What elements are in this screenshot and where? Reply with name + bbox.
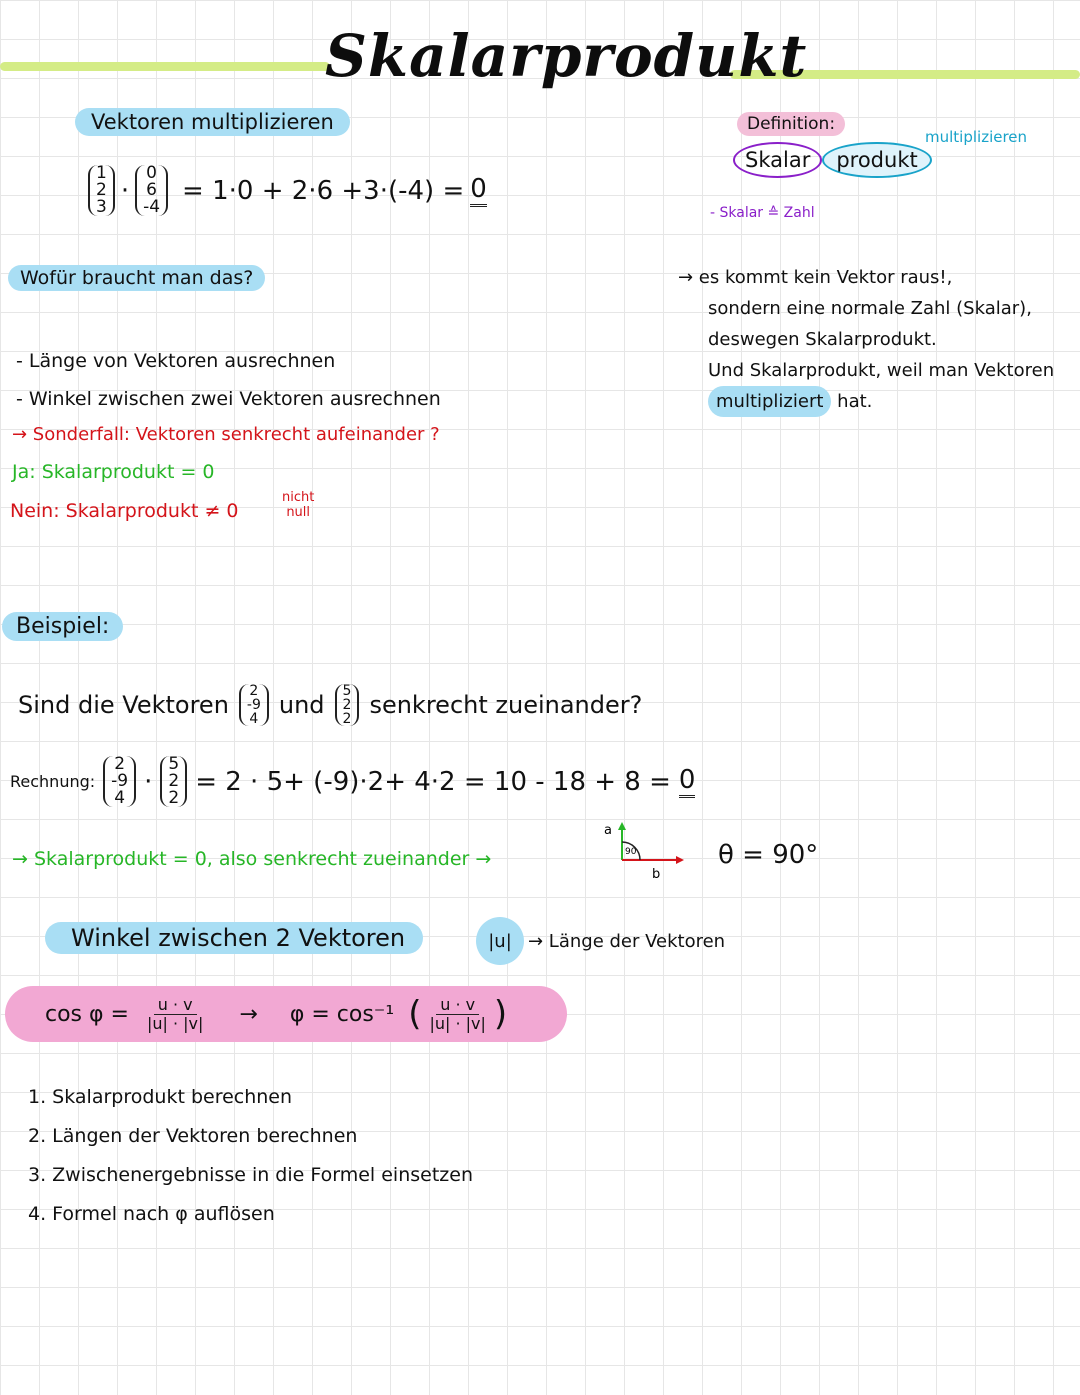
step-3: 3. Zwischenergebnisse in die Formel einsetzen (28, 1164, 473, 1186)
definition-note-end: hat. (837, 391, 873, 412)
angle-value: θ = 90° (718, 840, 819, 870)
example-heading: Beispiel: (2, 612, 123, 641)
step-2: 2. Längen der Vektoren berechnen (28, 1125, 358, 1147)
question-vector-1: 2 -9 4 (239, 684, 269, 726)
example-conclusion: → Skalarprodukt = 0, also senkrecht zueinander → (12, 848, 492, 870)
example-question: Sind die Vektoren 2 -9 4 und 5 2 2 senkrecht zueinander? (18, 683, 643, 727)
example-calculation: Rechnung: 2 -9 4 · 5 2 2 = 2 · 5+ (-9)·2+ 4·2 = 10 - 18 + 8 = 0 (10, 754, 696, 808)
formula-lhs: cos φ = (45, 1001, 129, 1027)
vector-1: 1 2 3 (88, 165, 115, 216)
multiply-result: 0 (470, 174, 487, 207)
calc-vector-1: 2 -9 4 (103, 756, 136, 807)
definition-note-1: → es kommt kein Vektor raus!, (678, 267, 953, 288)
formula-fraction: $\frac{u \cdot v}{|u| \cdot |v|}$ (146, 994, 204, 1033)
definition-term (733, 148, 932, 172)
question-vector-2: 5 2 2 (335, 684, 360, 726)
definition-annotation-multiply: multiplizieren (925, 128, 1028, 146)
angle-formula: cos φ = $\frac{u \cdot v}{|u| \cdot |v|}$ → φ = cos⁻¹ ( $\frac{u \cdot v}{|u| \cdot |v|}$ ) (5, 986, 567, 1042)
steps-list (28, 1078, 473, 1234)
special-case-no-note: nicht null (282, 490, 315, 520)
multiply-example: 1 2 3 · 0 6 -4 = 1·0 + 2·6 +3·(-4) = 0 (88, 165, 487, 216)
formula-fraction-2: $\frac{u \cdot v}{|u| \cdot |v|}$ (429, 994, 486, 1033)
calc-result: 0 (679, 765, 696, 798)
sketch-vector-a-head (618, 822, 626, 830)
special-case-no: Nein: Skalarprodukt ≠ 0 (10, 500, 239, 522)
perpendicular-sketch (598, 818, 694, 882)
page-title: Skalarprodukt (325, 22, 808, 90)
special-case: → Sonderfall: Vektoren senkrecht aufeinander ? (12, 424, 440, 445)
step-1: 1. Skalarprodukt berechnen (28, 1086, 293, 1108)
sketch-vector-b-head (676, 856, 684, 864)
abs-note (476, 917, 725, 965)
definition-note-2: sondern eine normale Zahl (Skalar), (708, 298, 1032, 319)
definition-note-4: Und Skalarprodukt, weil man Vektoren (708, 360, 1055, 381)
term-skalar: Skalar (733, 142, 822, 178)
definition-notes (678, 262, 1054, 417)
term-produkt: produkt (822, 142, 931, 178)
definition-label: Definition: (737, 112, 845, 136)
abs-circle: |u| (476, 917, 524, 965)
sketch-angle-label: 90 (625, 847, 637, 857)
purpose-list (16, 342, 441, 418)
purpose-item-1: - Länge von Vektoren ausrechnen (16, 350, 336, 372)
section-heading-multiply: Vektoren multiplizieren (75, 108, 350, 136)
definition-note-highlight: multipliziert (708, 386, 831, 417)
sketch-label-a: a (604, 823, 612, 838)
section-heading-purpose: Wofür braucht man das? (8, 265, 265, 291)
step-4: 4. Formel nach φ auflösen (28, 1203, 275, 1225)
vector-2: 0 6 -4 (135, 165, 168, 216)
formula-rhs: φ = cos⁻¹ (289, 1001, 395, 1027)
abs-description: → Länge der Vektoren (528, 930, 726, 952)
definition-note-3: deswegen Skalarprodukt. (708, 329, 937, 350)
definition-annotation-skalar: - Skalar ≙ Zahl (710, 205, 815, 221)
sketch-label-b: b (652, 867, 661, 882)
multiply-calc: = 1·0 + 2·6 +3·(-4) = (182, 175, 465, 206)
calc-expression: = 2 · 5+ (-9)·2+ 4·2 = 10 - 18 + 8 = (195, 766, 671, 797)
calc-label: Rechnung: (10, 772, 96, 791)
special-case-yes: Ja: Skalarprodukt = 0 (12, 461, 215, 483)
purpose-item-2: - Winkel zwischen zwei Vektoren ausrechnen (16, 388, 441, 410)
section-heading-angle: Winkel zwischen 2 Vektoren (45, 922, 423, 954)
formula-arrow: → (239, 1001, 258, 1027)
title-rule-left (0, 62, 330, 71)
calc-vector-2: 5 2 2 (160, 756, 187, 807)
